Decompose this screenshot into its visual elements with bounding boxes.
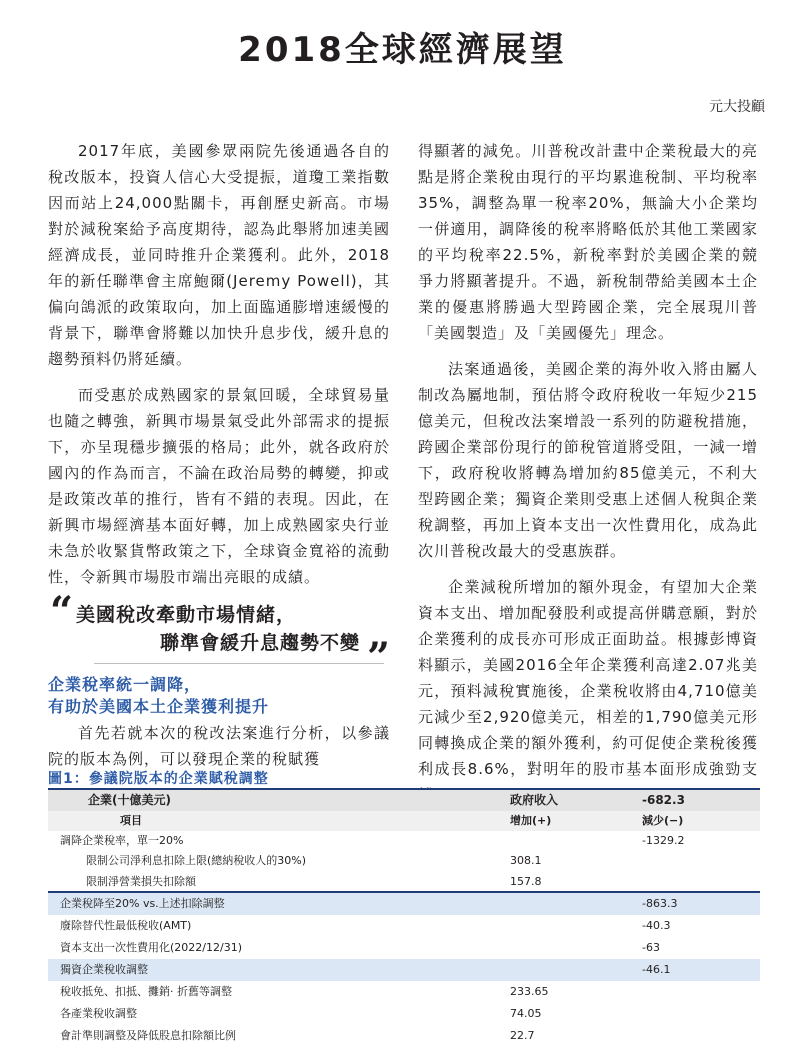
table-row <box>48 891 760 915</box>
table-row <box>48 915 760 937</box>
row-increase: 308.1 <box>510 854 542 867</box>
row-label: 調降企業稅率，單一20% <box>60 834 184 847</box>
tax-adjustment-table <box>48 788 760 1047</box>
row-label: 限制淨營業損失扣除額 <box>86 875 196 888</box>
table-header-row <box>48 790 760 811</box>
row-decrease: -863.3 <box>642 897 678 910</box>
row-decrease: -40.3 <box>642 919 671 932</box>
section-heading-line-1: 企業稅率統一調降， <box>48 675 202 694</box>
paragraph: 而受惠於成熟國家的景氣回暖，全球貿易量也隨之轉強，新興市場景氣受此外部需求的提振下，亦呈現穩步擴張的格局；此外，就各政府於國內的作為而言，不論在政治局勢的轉變，抑或是政策改革的推行，皆有不錯的表現。因此，在新興市場經濟基本面好轉，加上成熟國家央行並未急於收緊貨幣政策之下，全球資金寬裕的流動性，令新興市場股市端出亮眼的成績。 <box>48 386 390 586</box>
table-row <box>48 981 760 1003</box>
table-row <box>48 1003 760 1025</box>
row-decrease: -46.1 <box>642 963 671 976</box>
subheader-item: 項目 <box>120 814 142 827</box>
paragraph: 得顯著的減免。川普稅改計畫中企業稅最大的亮點是將企業稅由現行的平均累進稅制、平均稅率35%，調整為單一稅率20%，無論大小企業均一併適用，調降後的稅率將略低於其他工業國家的平均稅率22.5%，新稅率對於美國企業的競爭力將顯著提升。不過，新稅制帶給美國本土企業的優惠將勝過大型跨國企業，完全展現川普「美國製造」及「美國優先」理念。 <box>418 142 758 342</box>
pull-quote-rule <box>94 663 384 664</box>
figure-title: 圖1：參議院版本的企業賦稅調整 <box>48 771 269 787</box>
row-label: 稅收抵免、扣抵、攤銷‧ 折舊等調整 <box>60 985 232 998</box>
pull-quote <box>50 588 390 681</box>
article-left-column <box>48 138 390 590</box>
table-subheader-row <box>48 811 760 831</box>
author-name: 元大投顧 <box>709 99 765 115</box>
paragraph: 企業減稅所增加的額外現金，有望加大企業資本支出、增加配發股利或提高併購意願，對於企業獲利的成長亦可形成正面助益。根據彭博資料顯示，美國2016全年企業獲利高達2.07兆美元，預料減稅實施後，企業稅收將由4,710億美元減少至2,920億美元，相差的1,790億美元形同轉換成企業的額外獲利，約可促使企業稅後獲利成長8.6%，對明年的股市基本面形成強勁支 <box>418 578 758 778</box>
table-row <box>48 937 760 959</box>
article-left-column-continued <box>48 720 390 772</box>
header-label: 企業(十億美元) <box>88 793 171 807</box>
section-heading <box>48 674 388 718</box>
quote-open-mark: “ <box>50 588 74 635</box>
row-increase: 74.05 <box>510 1007 542 1020</box>
table-row <box>48 850 760 872</box>
row-label: 各產業稅收調整 <box>60 1007 137 1020</box>
subheader-decrease: 減少(−) <box>642 814 684 827</box>
row-decrease: -63 <box>642 941 660 954</box>
row-increase: 233.65 <box>510 985 549 998</box>
pull-quote-line-1: 美國稅改牽動市場情緒， <box>76 604 297 626</box>
table-row <box>48 959 760 981</box>
table-row <box>48 1025 760 1047</box>
row-label: 獨資企業稅收調整 <box>60 963 148 976</box>
row-increase: 157.8 <box>510 875 542 888</box>
row-label: 廢除替代性最低稅收(AMT) <box>60 919 192 932</box>
row-label: 企業稅降至20% vs.上述扣除調整 <box>60 897 225 910</box>
row-label: 資本支出一次性費用化(2022/12/31) <box>60 941 242 954</box>
paragraph: 2017年底，美國參眾兩院先後通過各自的稅改版本，投資人信心大受提振，道瓊工業指數因而站上24,000點關卡，再創歷史新高。市場對於減稅案給予高度期待，認為此舉將加速美國經濟成長，並同時推升企業獲利。此外，2018年的新任聯準會主席鮑爾(Jeremy Powell)，其偏向鴿派的政策取向，加上面臨通膨增速緩慢的背景下，聯準會將難以加快升息步伐，緩升息的趨勢預料仍將延續。 <box>48 142 390 368</box>
page-title: 2018全球經濟展望 <box>238 30 567 70</box>
pull-quote-line-2: 聯準會緩升息趨勢不變 <box>159 632 360 654</box>
article-right-column <box>418 138 758 808</box>
row-decrease: -1329.2 <box>642 834 685 847</box>
table-row <box>48 872 760 891</box>
header-total: -682.3 <box>642 793 685 807</box>
table-row <box>48 831 760 850</box>
row-label: 會計準則調整及降低股息扣除額比例 <box>60 1029 236 1042</box>
quote-close-mark: ” <box>366 634 390 681</box>
header-gov-revenue: 政府收入 <box>510 793 559 807</box>
row-increase: 22.7 <box>510 1029 535 1042</box>
paragraph: 法案通過後，美國企業的海外收入將由屬人制改為屬地制，預估將令政府稅收一年短少215億美元，但稅改法案增設一系列的防避稅措施，跨國企業部份現行的節稅管道將受阻，一減一增下，政府稅收將轉為增加約85億美元，不利大型跨國企業；獨資企業則受惠上述個人稅與企業稅調整，再加上資本支出一次性費用化，成為此次川普稅改最大的受惠族群。 <box>418 360 758 560</box>
paragraph: 首先若就本次的稅改法案進行分析，以參議院的版本為例，可以發現企業的稅賦獲 <box>48 724 390 768</box>
row-label: 限制公司淨利息扣除上限(總納稅收人的30%) <box>86 854 307 867</box>
subheader-increase: 增加(+) <box>510 814 552 827</box>
section-heading-line-2: 有助於美國本土企業獲利提升 <box>48 697 270 716</box>
